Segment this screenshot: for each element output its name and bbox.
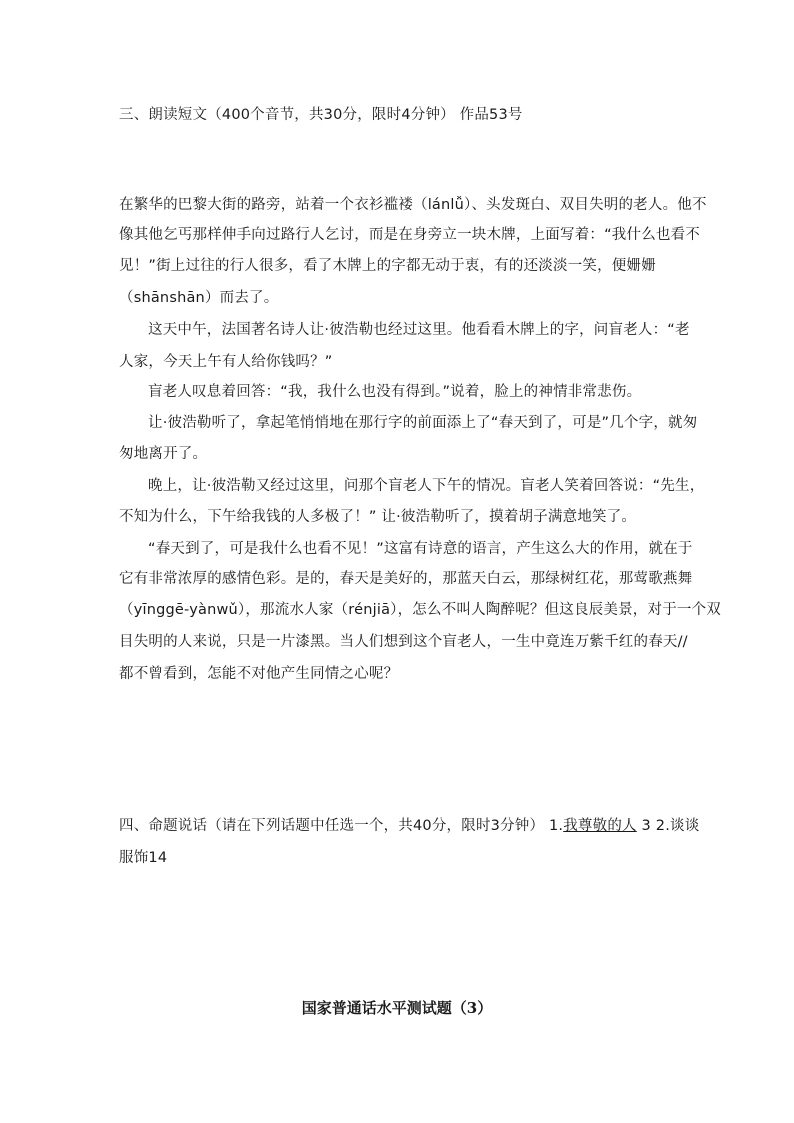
passage-paragraph-start: 让·彼浩勒听了，拿起笔悄悄地在那行字的前面添上了“春天到了，可是”几个字，就匆	[148, 415, 698, 431]
section-3-heading: 三、朗读短文（400个音节，共30分，限时4分钟） 作品53号	[119, 107, 523, 123]
passage-paragraph-start: 晚上，让·彼浩勒又经过这里，问那个盲老人下午的情况。盲老人笑着回答说：“先生，	[148, 478, 705, 494]
passage-paragraph-start: 这天中午，法国著名诗人让·彼浩勒也经过这里。他看看木牌上的字，问盲老人：“老	[148, 322, 690, 338]
topic-1: 我尊敬的人	[563, 818, 637, 834]
section-4-line-2: 服饰14	[119, 850, 168, 866]
footer-title: 国家普通话水平测试题（3）	[301, 999, 493, 1017]
passage-paragraph-start: 盲老人叹息着回答：“我，我什么也没有得到。”说着，脸上的神情非常悲伤。	[148, 384, 642, 400]
passage-line: 匆地离开了。	[119, 446, 208, 462]
section-4-middle: 3 2.谈谈	[636, 818, 700, 834]
passage-line: 不知为什么，下午给我钱的人多极了！” 让·彼浩勒听了，摸着胡子满意地笑了。	[119, 509, 637, 525]
passage-line: （shānshān）而去了。	[119, 290, 279, 306]
passage-line: 都不曾看到，怎能不对他产生同情之心呢？	[119, 666, 399, 682]
passage-line: 目失明的人来说，只是一片漆黑。当人们想到这个盲老人，一生中竟连万紫千红的春天//	[119, 634, 688, 650]
passage-paragraph-start: “春天到了，可是我什么也看不见！”这富有诗意的语言，产生这么大的作用，就在于	[148, 541, 693, 557]
passage-line: 像其他乞丐那样伸手向过路行人乞讨，而是在身旁立一块木牌，上面写着：“我什么也看不	[119, 227, 701, 243]
section-4-heading	[119, 814, 699, 835]
passage-line: 它有非常浓厚的感情色彩。是的，春天是美好的，那蓝天白云，那绿树红花，那莺歌燕舞	[119, 571, 693, 587]
passage-line: 在繁华的巴黎大街的路旁，站着一个衣衫褴褛（lánlǚ）、头发斑白、双目失明的老人。他不	[119, 197, 707, 213]
passage-line: 见！”街上过往的行人很多，看了木牌上的字都无动于衷，有的还淡淡一笑，便姗姗	[119, 258, 656, 274]
passage-line: （yīnggē-yànwǔ），那流水人家（rénjiā），怎么不叫人陶醉呢？但这良辰美景，对于一个双	[119, 602, 722, 618]
section-4-prefix: 四、命题说话（请在下列话题中任选一个，共40分，限时3分钟） 1.	[119, 818, 564, 834]
passage-line: 人家，今天上午有人给你钱吗？”	[119, 354, 333, 370]
